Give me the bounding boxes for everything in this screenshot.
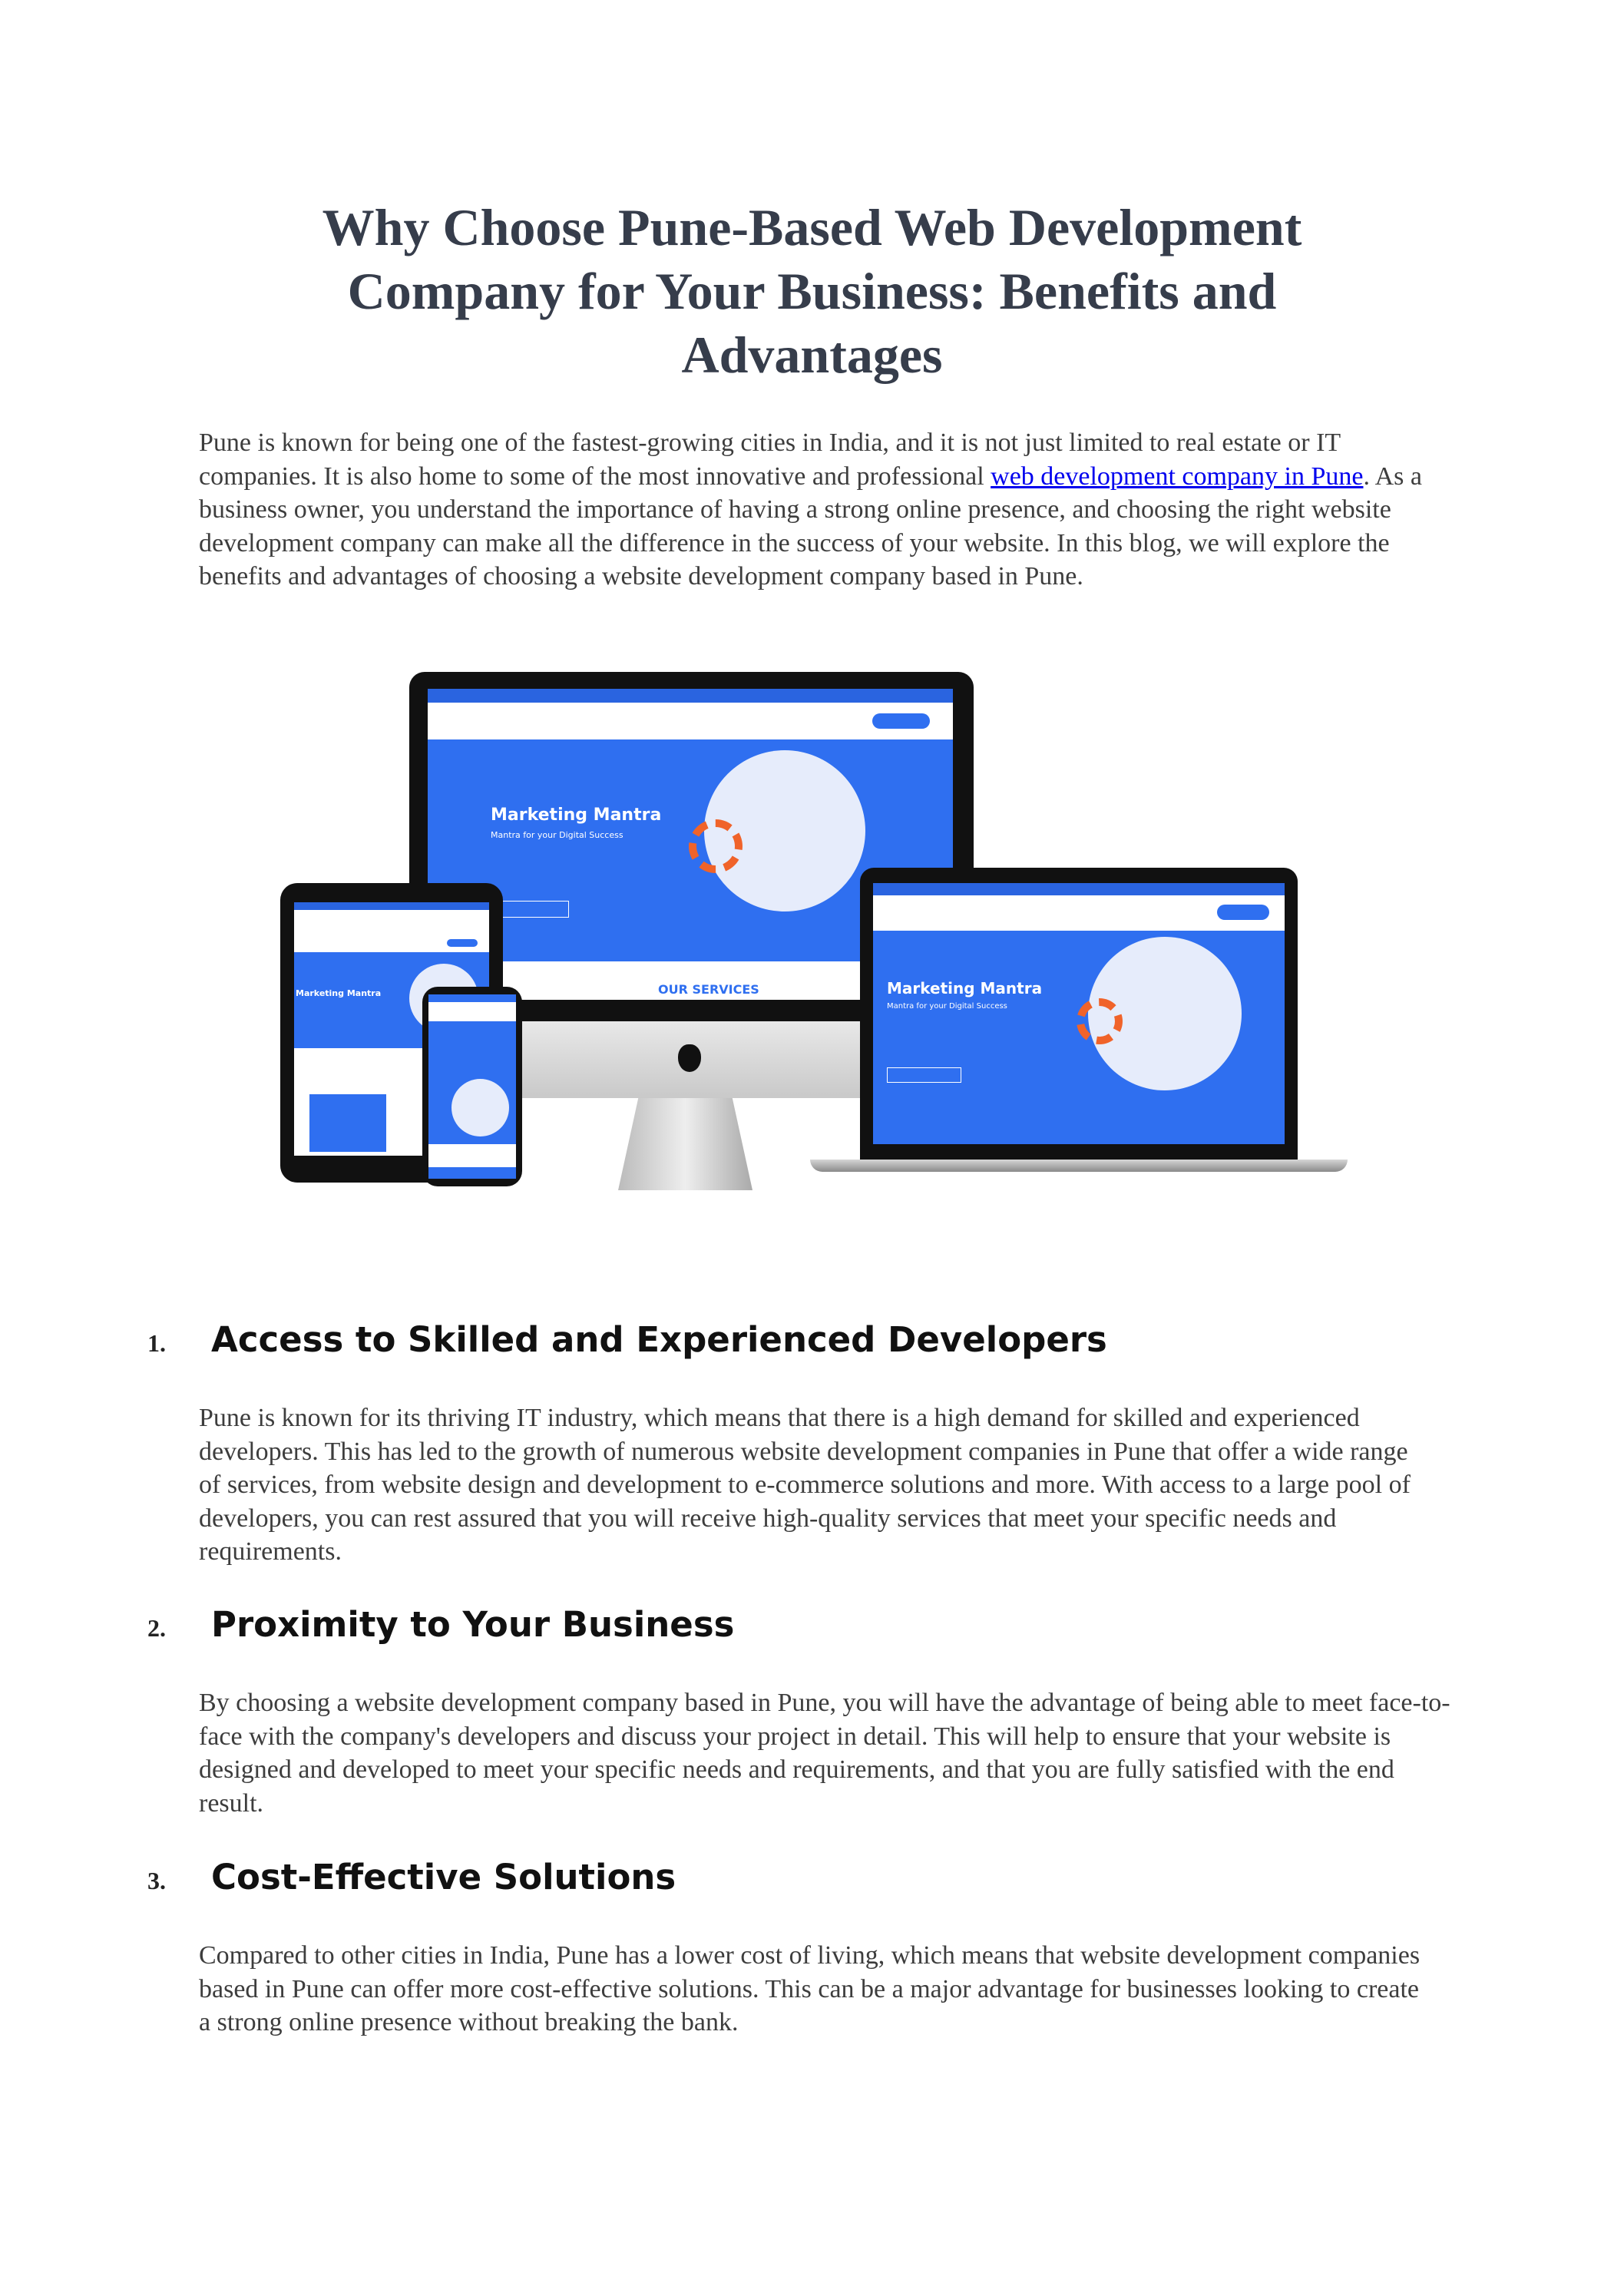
- intro-text-after: . As a business owner, you understand the importance of having a strong online presence, and choosing the right website development company can make all the difference in the success of your website. In this blog, we will explore the benefits and advantages of choosing a website development company based in Pune.: [199, 462, 1422, 591]
- intro-text-before: Pune is known for being one of the fastest-growing cities in India, and it is not just limited to real estate or IT companies. It is also home to some of the most innovative and professional: [199, 428, 1341, 491]
- intro-paragraph: [199, 426, 1458, 594]
- tablet-hero-title: Marketing Mantra: [296, 988, 382, 998]
- page-title: Why Choose Pune-Based Web Development Company for Your Business: Benefits and Advantages: [322, 198, 1302, 384]
- laptop-hero-subtitle: Mantra for your Digital Success: [887, 1002, 1007, 1011]
- section-body-3: Compared to other cities in India, Pune has a lower cost of living, which means that website development companies based in Pune can offer more cost-effective solutions. This can be a major advantage for businesses looking to create a strong online presence without breaking the bank.: [199, 1941, 1421, 2036]
- imac-services-label: OUR SERVICES: [658, 982, 759, 997]
- section-number: 3.: [147, 1867, 166, 1894]
- section-body-1: Pune is known for its thriving IT industry, which means that there is a high demand for skilled and experienced developers. This has led to the growth of numerous website development companies in Pune that offer a wide range of services, from website design and development to e-commerce solutions and more. With access to a large pool of developers, you can rest assured that you will receive high-quality services that meet your specific needs and requirements.: [199, 1404, 1411, 1566]
- responsive-devices-mockup-image: [280, 672, 1363, 1194]
- section-heading-text: Cost-Effective Solutions: [211, 1857, 676, 1897]
- laptop-hero-title: Marketing Mantra: [887, 979, 1043, 997]
- apple-logo-icon: [678, 1044, 701, 1072]
- section-heading-text: Access to Skilled and Experienced Developers: [211, 1319, 1107, 1360]
- section-number: 1.: [147, 1329, 166, 1357]
- section-number: 2.: [147, 1614, 166, 1642]
- web-development-company-link[interactable]: web development company in Pune: [991, 462, 1364, 491]
- section-heading-3: [147, 1857, 676, 1897]
- imac-hero-subtitle: Mantra for your Digital Success: [491, 830, 623, 840]
- imac-hero-title: Marketing Mantra: [491, 806, 662, 825]
- section-body-2: By choosing a website development company based in Pune, you will have the advantage of being able to meet face-to-face with the company's developers and discuss your project in detail. This will help to ensure that your website is designed and developed to meet your specific needs and requirements, and that you are fully satisfied with the end result.: [199, 1689, 1450, 1818]
- section-heading-text: Proximity to Your Business: [211, 1604, 735, 1645]
- section-heading-1: [147, 1319, 1107, 1360]
- section-heading-2: [147, 1604, 734, 1645]
